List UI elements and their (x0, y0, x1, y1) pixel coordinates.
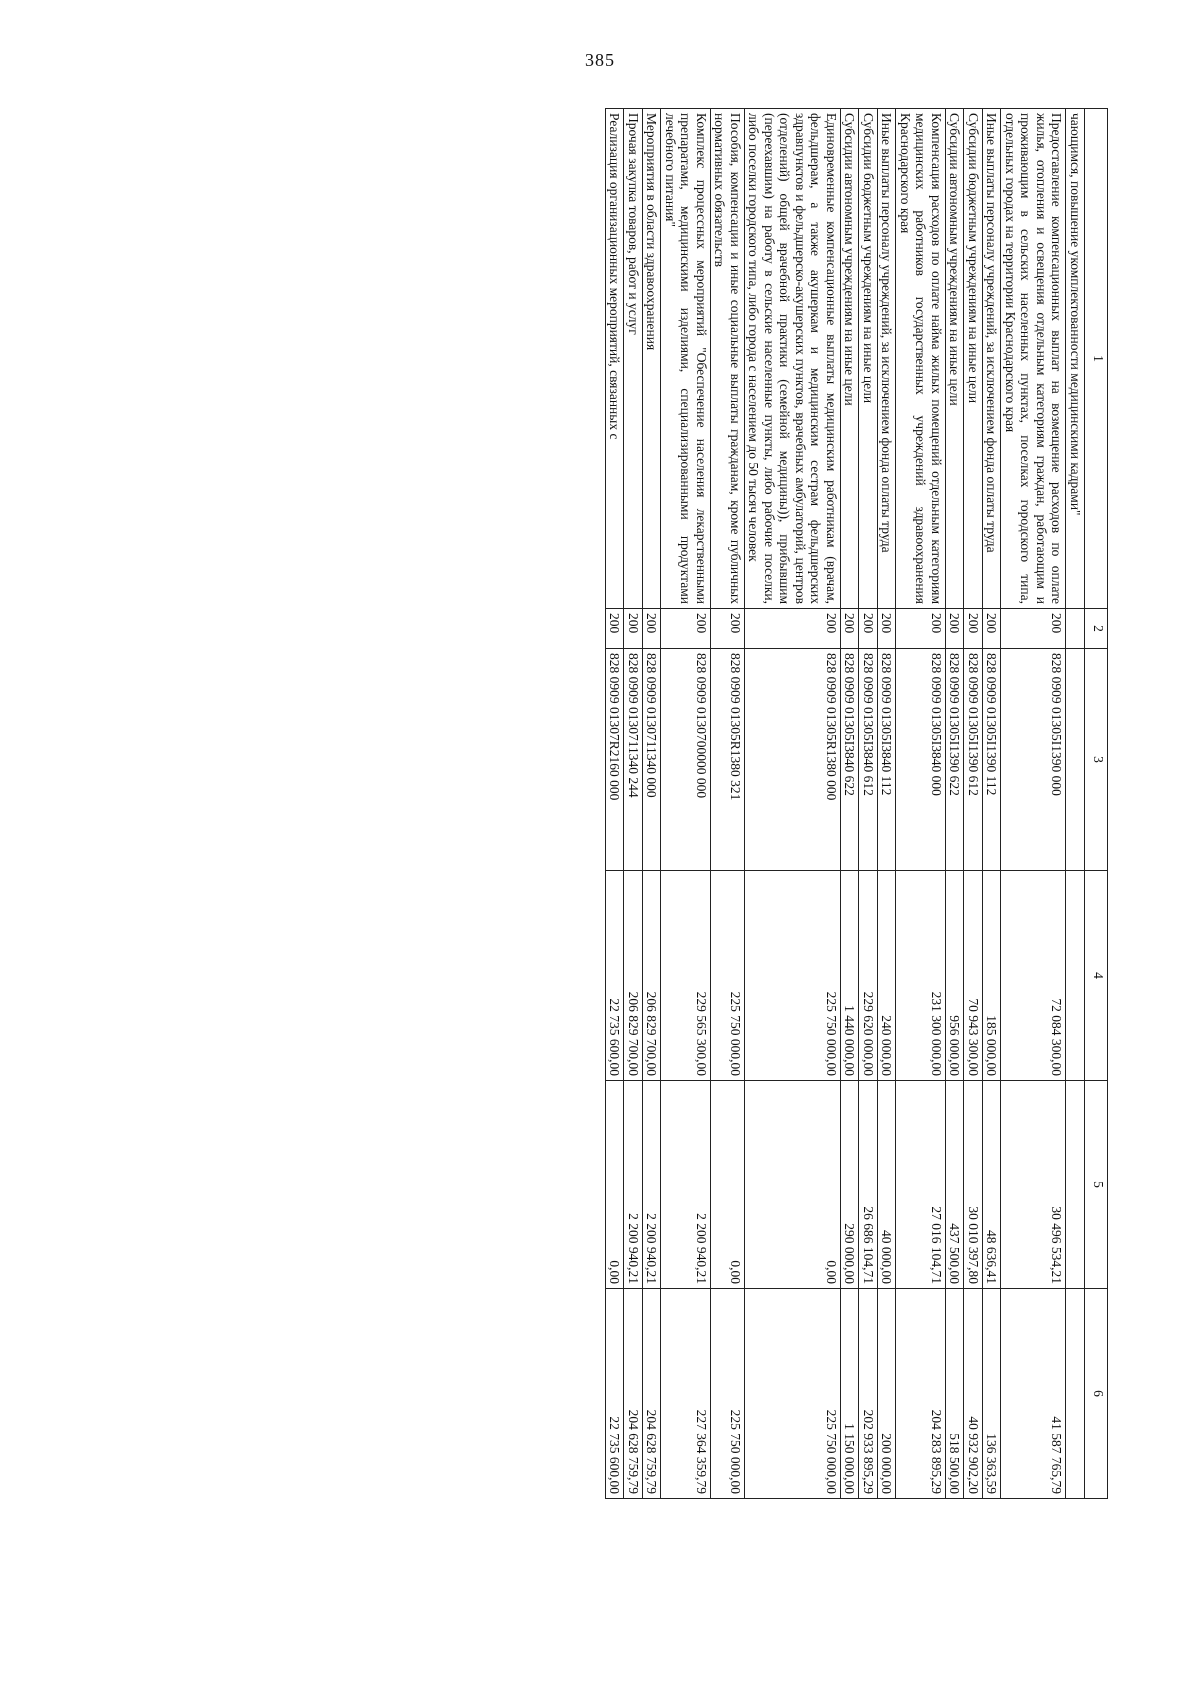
table-row (964, 109, 983, 1499)
cell-value-4: 229 565 300,00 (661, 871, 711, 1081)
cell-value-6: 204 628 759,79 (624, 1289, 643, 1499)
cell-name: Субсидии бюджетным учреждениям на иные цели (964, 109, 983, 609)
cell-value-5: 27 016 104,71 (896, 1081, 946, 1289)
cell-code (1066, 649, 1085, 871)
cell-name: Субсидии бюджетным учреждениям на иные цели (859, 109, 878, 609)
cell-value-4: 72 084 300,00 (1001, 871, 1066, 1081)
cell-grbs (1066, 609, 1085, 649)
header-col-4: 4 (1085, 871, 1108, 1081)
cell-value-5 (1066, 1081, 1085, 1289)
table-row (624, 109, 643, 1499)
header-col-5: 5 (1085, 1081, 1108, 1289)
cell-value-5: 2 200 940,21 (643, 1081, 662, 1289)
cell-name: Мероприятия в области здравоохранения (643, 109, 662, 609)
table-row (896, 109, 946, 1499)
table-row (1001, 109, 1066, 1499)
cell-code: 828 0909 01305R1380 000 (745, 649, 841, 871)
cell-value-6: 204 283 895,29 (896, 1289, 946, 1499)
cell-code: 828 0909 0130700000 000 (661, 649, 711, 871)
cell-name: Компенсация расходов по оплате найма жилых помещений отдельным категориям медицинских работников государственных учреждений здравоохранения Краснодарского края (896, 109, 946, 609)
cell-value-6 (1066, 1289, 1085, 1499)
cell-code: 828 0909 01305R1380 321 (711, 649, 745, 871)
cell-grbs: 200 (606, 609, 625, 649)
cell-code: 828 0909 0130711340 244 (624, 649, 643, 871)
cell-value-5: 0,00 (606, 1081, 625, 1289)
table-row (606, 109, 625, 1499)
cell-value-6: 518 500,00 (946, 1289, 965, 1499)
table-row (859, 109, 878, 1499)
cell-value-6: 22 735 600,00 (606, 1289, 625, 1499)
cell-value-4: 225 750 000,00 (711, 871, 745, 1081)
cell-grbs: 200 (878, 609, 897, 649)
cell-value-4: 231 300 000,00 (896, 871, 946, 1081)
cell-code: 828 0909 01305I1390 612 (964, 649, 983, 871)
cell-value-4: 956 000,00 (946, 871, 965, 1081)
cell-value-5: 30 496 534,21 (1001, 1081, 1066, 1289)
cell-code: 828 0909 01305I3840 000 (896, 649, 946, 871)
cell-value-5: 40 000,00 (878, 1081, 897, 1289)
rotated-table-container (198, 108, 1108, 1498)
cell-value-4: 22 735 600,00 (606, 871, 625, 1081)
cell-value-6: 200 000,00 (878, 1289, 897, 1499)
table-row (946, 109, 965, 1499)
cell-name: Субсидии автономным учреждениям на иные цели (946, 109, 965, 609)
header-col-1: 1 (1085, 109, 1108, 609)
cell-code: 828 0909 01305I3840 622 (841, 649, 860, 871)
cell-value-4: 225 750 000,00 (745, 871, 841, 1081)
cell-grbs: 200 (859, 609, 878, 649)
budget-table (605, 108, 1108, 1499)
cell-value-6: 227 364 359,79 (661, 1289, 711, 1499)
table-row (745, 109, 841, 1499)
cell-value-5: 0,00 (711, 1081, 745, 1289)
cell-value-5: 2 200 940,21 (624, 1081, 643, 1289)
cell-name: Комплекс процессных мероприятий "Обеспечение населения лекарственными препаратами, медицинскими изделиями, специализированными продуктами лечебного питания" (661, 109, 711, 609)
cell-name: Субсидии автономным учреждениям на иные цели (841, 109, 860, 609)
cell-code: 828 0909 01305I3840 612 (859, 649, 878, 871)
cell-value-6: 40 932 902,20 (964, 1289, 983, 1499)
cell-value-4: 206 829 700,00 (643, 871, 662, 1081)
cell-value-5: 48 636,41 (983, 1081, 1002, 1289)
cell-value-4 (1066, 871, 1085, 1081)
cell-value-6: 225 750 000,00 (711, 1289, 745, 1499)
cell-grbs: 200 (624, 609, 643, 649)
cell-value-4: 1 440 000,00 (841, 871, 860, 1081)
cell-grbs: 200 (643, 609, 662, 649)
cell-name: Реализация организационных мероприятий, связанных с (606, 109, 625, 609)
cell-name: Пособия, компенсации и иные социальные выплаты гражданам, кроме публичных нормативных обязательств (711, 109, 745, 609)
cell-code: 828 0909 01305I1390 112 (983, 649, 1002, 871)
table-row (841, 109, 860, 1499)
cell-name: Иные выплаты персоналу учреждений, за исключением фонда оплаты труда (983, 109, 1002, 609)
table-row (661, 109, 711, 1499)
cell-value-4: 206 829 700,00 (624, 871, 643, 1081)
cell-code: 828 0909 0130711340 000 (643, 649, 662, 871)
cell-grbs: 200 (661, 609, 711, 649)
cell-value-5: 2 200 940,21 (661, 1081, 711, 1289)
cell-code: 828 0909 01305I3840 112 (878, 649, 897, 871)
cell-grbs: 200 (711, 609, 745, 649)
table-row (983, 109, 1002, 1499)
cell-code: 828 0909 01305I1390 622 (946, 649, 965, 871)
cell-value-4: 240 000,00 (878, 871, 897, 1081)
cell-grbs: 200 (745, 609, 841, 649)
cell-value-4: 185 000,00 (983, 871, 1002, 1081)
cell-name: чающимся, повышение укомплектованности медицинскими кадрами" (1066, 109, 1085, 609)
page-number: 385 (585, 50, 615, 70)
cell-value-5: 437 500,00 (946, 1081, 965, 1289)
cell-grbs: 200 (946, 609, 965, 649)
header-col-2: 2 (1085, 609, 1108, 649)
table-header-row (1085, 109, 1108, 1499)
cell-name: Единовременные компенсационные выплаты медицинским работникам (врачам, фельдшерам, а также акушеркам и медицинским сестрам фельдшерских здравпунктов и фельдшерско-акушерских пунктов, врачебных амбулаторий, центров (отделений) общей врачебной практики (семейной медицины)), прибывшим (переехавшим) на работу в сельские населенные пункты, либо рабочие поселки, либо поселки городского типа, либо города с населением до 50 тысяч человек (745, 109, 841, 609)
table-row (878, 109, 897, 1499)
cell-value-4: 70 943 300,00 (964, 871, 983, 1081)
header-col-3: 3 (1085, 649, 1108, 871)
cell-name: Предоставление компенсационных выплат на возмещение расходов по оплате жилья, отопления и освещения отдельным категориям граждан, работающим и проживающим в сельских населенных пунктах, поселках городского типа, отдельных городах на территории Краснодарского края (1001, 109, 1066, 609)
cell-grbs: 200 (896, 609, 946, 649)
cell-grbs: 200 (964, 609, 983, 649)
cell-code: 828 0909 01307R2160 000 (606, 649, 625, 871)
header-col-6: 6 (1085, 1289, 1108, 1499)
cell-value-6: 136 363,59 (983, 1289, 1002, 1499)
cell-name: Иные выплаты персоналу учреждений, за исключением фонда оплаты труда (878, 109, 897, 609)
cell-value-6: 202 933 895,29 (859, 1289, 878, 1499)
cell-value-6: 41 587 765,79 (1001, 1289, 1066, 1499)
cell-value-6: 204 628 759,79 (643, 1289, 662, 1499)
table-row (711, 109, 745, 1499)
cell-value-5: 290 000,00 (841, 1081, 860, 1289)
cell-value-5: 30 010 397,80 (964, 1081, 983, 1289)
cell-value-5: 26 686 104,71 (859, 1081, 878, 1289)
cell-grbs: 200 (983, 609, 1002, 649)
cell-name: Прочая закупка товаров, работ и услуг (624, 109, 643, 609)
cell-value-5: 0,00 (745, 1081, 841, 1289)
cell-grbs: 200 (841, 609, 860, 649)
cell-value-4: 229 620 000,00 (859, 871, 878, 1081)
cell-code: 828 0909 01305I1390 000 (1001, 649, 1066, 871)
cell-value-6: 1 150 000,00 (841, 1289, 860, 1499)
table-row (1066, 109, 1085, 1499)
cell-value-6: 225 750 000,00 (745, 1289, 841, 1499)
table-row (643, 109, 662, 1499)
cell-grbs: 200 (1001, 609, 1066, 649)
